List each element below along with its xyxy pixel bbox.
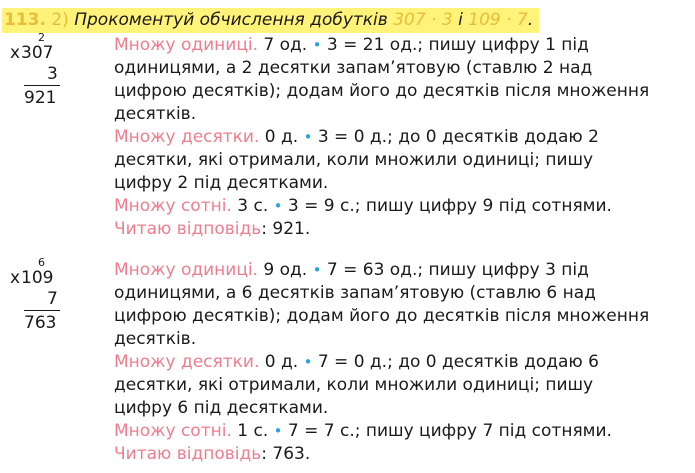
product: 921 [24,88,57,108]
text-line: цифрою десятків); додам його до десятків після множення [114,81,650,101]
text-fragment: 0 д. [259,352,304,372]
text-line [114,34,694,57]
multiply-sign: x [10,43,21,63]
step-label: Множу сотні. [114,196,232,216]
text-fragment: 1 с. [231,421,274,441]
multiply-dot-icon: • [273,197,283,215]
subtask-number: 2) [51,10,69,30]
text-fragment: 3 с. [231,196,274,216]
answer-label: Читаю відповідь [114,219,262,239]
text-fragment: 7 = 0 д.; до 0 десятків додаю 6 [312,352,599,372]
text-line [114,351,694,374]
task-text: Прокоментуй обчислення добутків [74,10,388,30]
multiplicand: 109 [21,268,54,288]
step-label: Множу одиниці. [114,260,259,280]
calc-underline [24,310,60,311]
multiply-dot-icon: • [273,422,283,440]
answer-value: : 921. [261,219,311,239]
explanation-block-2 [114,259,694,466]
text-line [114,420,694,443]
text-fragment: 7 = 7 с.; пишу цифру 7 під сотнями. [282,421,612,441]
column-calculation-1 [8,32,108,112]
text-line: цифру 6 під десятками. [114,398,329,418]
text-fragment: 3 = 9 с.; пишу цифру 9 під сотнями. [282,196,612,216]
multiply-dot-icon: • [312,261,322,279]
exercise-header [2,8,539,33]
multiply-dot-icon: • [303,353,313,371]
answer-value: : 763. [261,444,311,464]
product: 763 [24,313,57,333]
text-line: десятків. [114,104,197,124]
text-line: цифрою десятків); додам його до десятків після множення [114,306,650,326]
step-label: Множу сотні. [114,421,232,441]
text-line: цифру 2 під десятками. [114,173,329,193]
multiplier: 7 [47,289,58,309]
multiply-dot-icon: • [303,128,313,146]
step-label: Множу десятки. [114,127,260,147]
text-fragment: 7 од. [258,35,313,55]
multiplier: 3 [47,64,58,84]
multiply-sign: x [10,268,21,288]
text-line: десятки, які отримали, коли множили одиниці; пишу [114,150,594,170]
answer-label: Читаю відповідь [114,444,262,464]
header-period: . [527,10,534,30]
text-line: одиницями, а 2 десятки запам’ятовую (ставлю 2 над [114,58,593,78]
text-line: десятки, які отримали, коли множили одиниці; пишу [114,375,594,395]
text-line [114,195,694,218]
text-fragment: 0 д. [259,127,304,147]
multiplicand: 307 [21,43,54,63]
conjunction: і [458,10,463,30]
text-fragment: 3 = 21 од.; пишу цифру 1 під [321,35,589,55]
text-line [114,126,694,149]
column-calculation-2 [8,257,108,337]
text-line [114,259,694,282]
exercise-number: 113. [4,10,46,30]
text-fragment: 3 = 0 д.; до 0 десятків додаю 2 [312,127,599,147]
expression-2: 109 · 7 [468,10,528,30]
step-label: Множу одиниці. [114,35,259,55]
text-line [114,218,694,241]
explanation-block-1 [114,34,694,241]
expression-1: 307 · 3 [393,10,453,30]
carry-digit: 2 [38,31,45,44]
step-label: Множу десятки. [114,352,260,372]
text-fragment: 9 од. [258,260,313,280]
text-line [114,443,694,466]
calc-underline [24,85,60,86]
text-line: десятків. [114,329,197,349]
carry-digit: 6 [38,256,45,269]
text-fragment: 7 = 63 од.; пишу цифру 3 під [321,260,589,280]
multiply-dot-icon: • [312,36,322,54]
text-line: одиницями, а 6 десятків запам’ятовую (ставлю 6 над [114,283,596,303]
